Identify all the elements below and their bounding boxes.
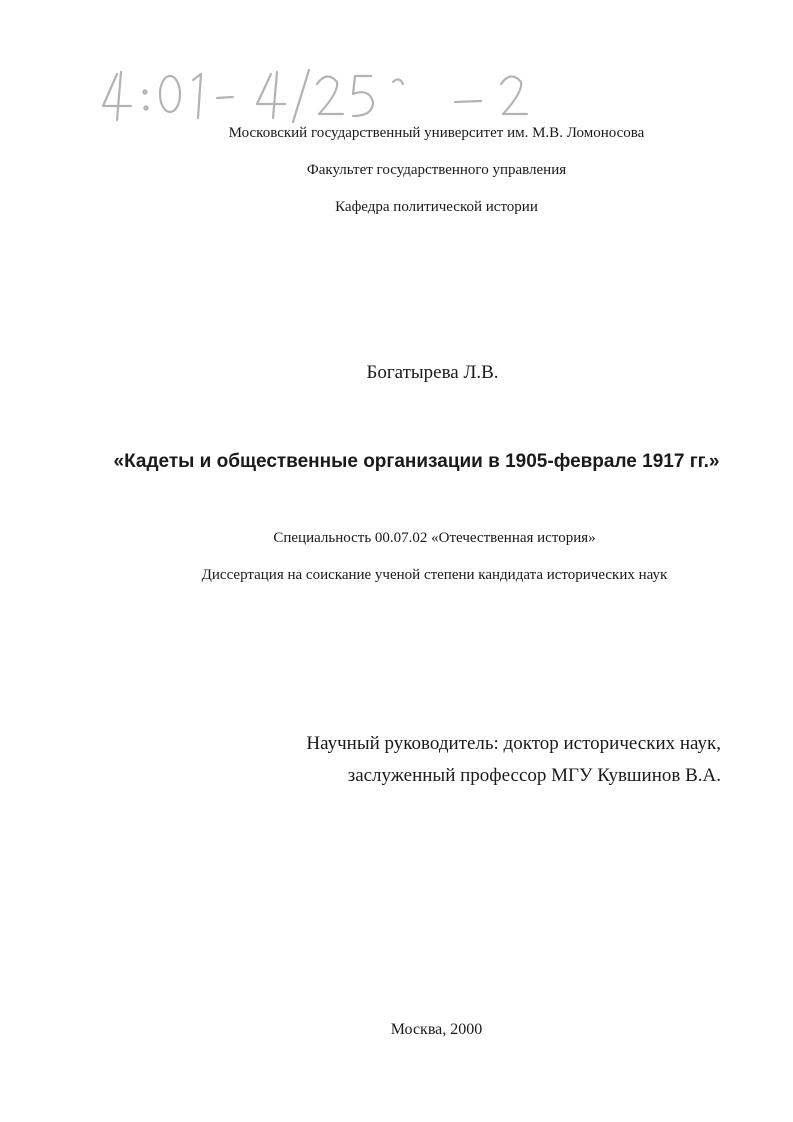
supervisor-line-2: заслуженный профессор МГУ Кувшинов В.А.	[347, 765, 721, 786]
handwritten-archive-number	[95, 62, 555, 132]
dissertation-title: «Кадеты и общественные организации в 1905-феврале 1917 гг.»	[113, 451, 720, 472]
author-name: Богатырева Л.В.	[366, 362, 499, 383]
department-name: Кафедра политической истории	[335, 199, 538, 215]
faculty-name: Факультет государственного управления	[306, 162, 567, 178]
university-name: Московский государственный университет им. М.В. Ломоносова	[228, 125, 645, 141]
degree-line: Диссертация на соискание ученой степени кандидата исторических наук	[201, 567, 668, 583]
specialty-line: Специальность 00.07.02 «Отечественная история»	[273, 530, 596, 546]
place-and-year: Москва, 2000	[390, 1021, 483, 1038]
supervisor-line-1: Научный руководитель: доктор исторических наук,	[306, 733, 721, 754]
